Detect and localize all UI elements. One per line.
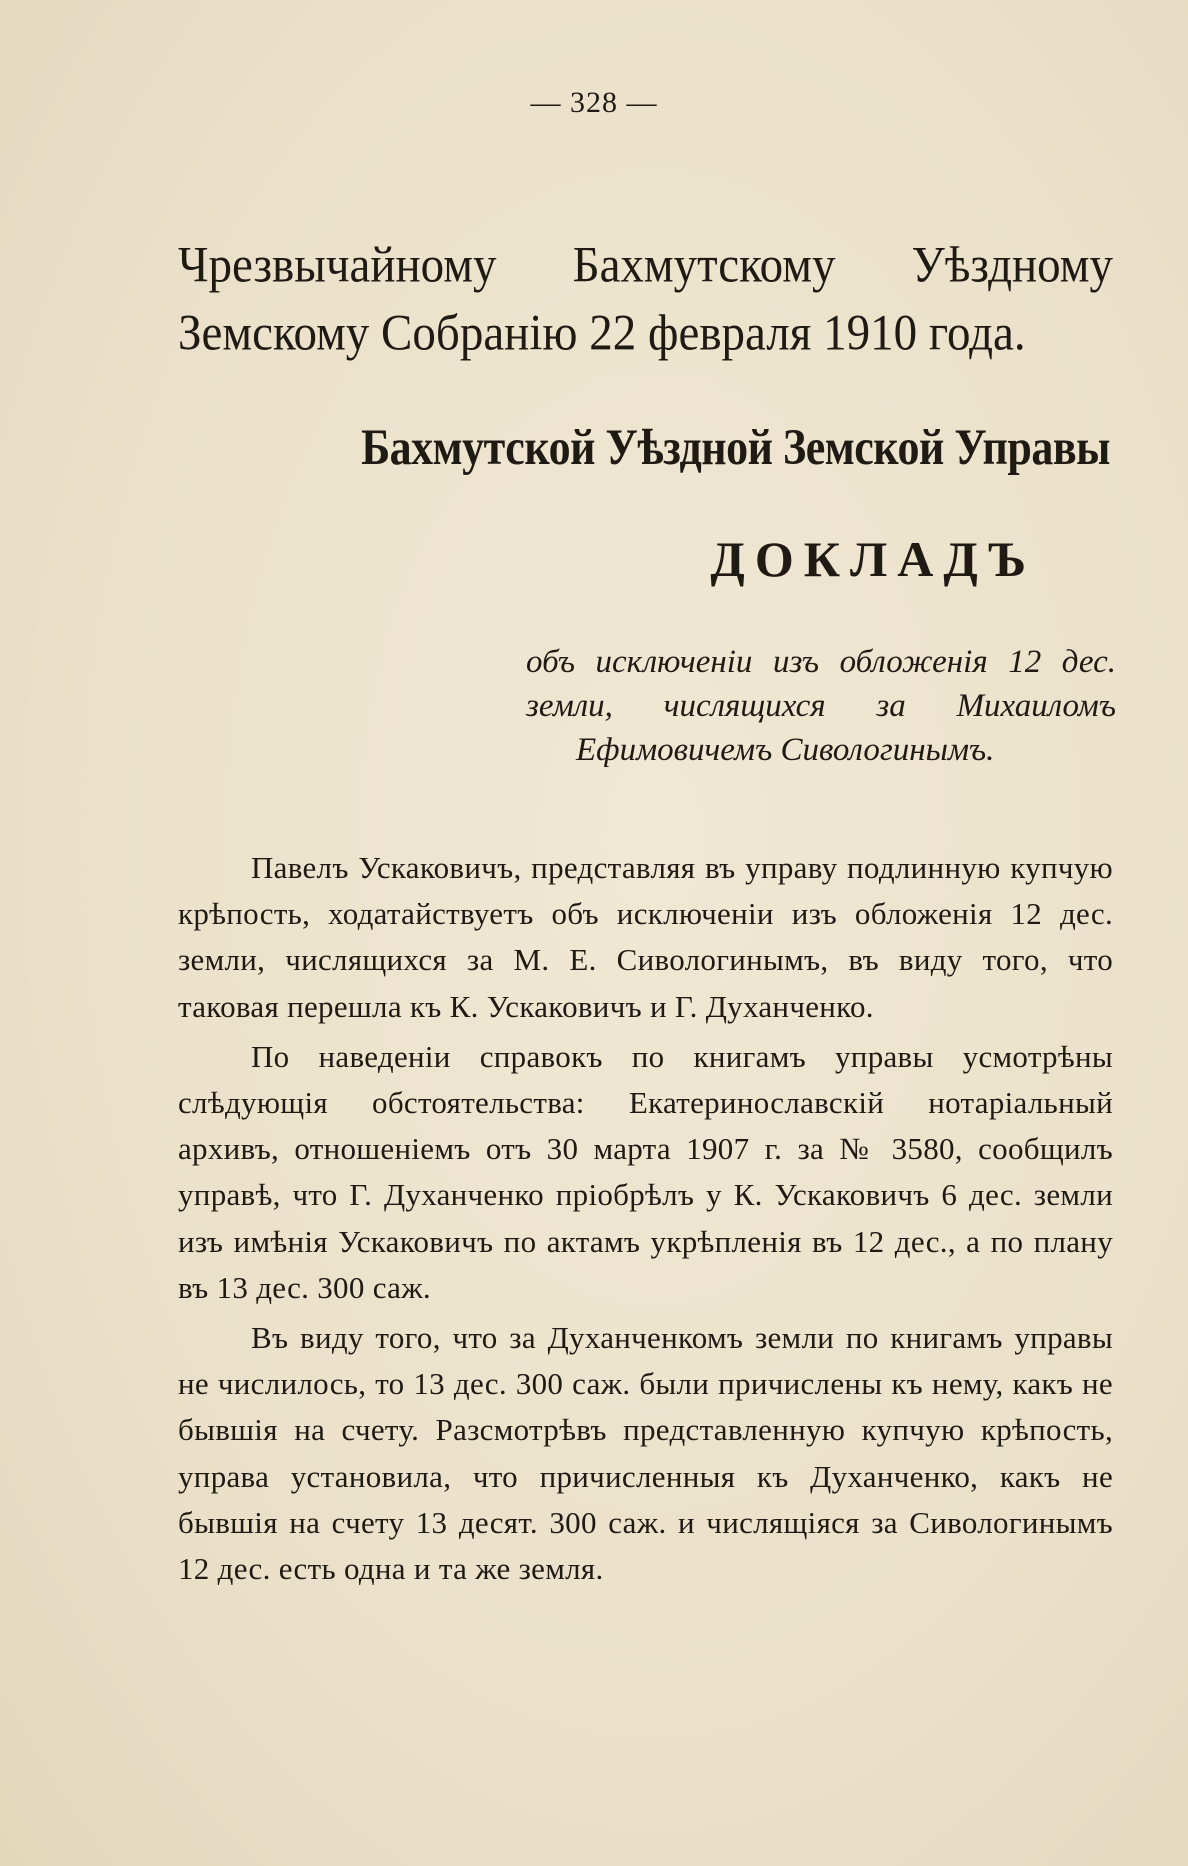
document-type: ДОКЛАДЪ	[710, 531, 1036, 587]
report-body	[178, 845, 1113, 1592]
paragraph-2: По наведеніи справокъ по книгамъ управы усмотрѣны слѣдующія обстоятельства: Екатеринославскій нотаріальный архивъ, отношеніемъ отъ 30 марта 1907 г. за № 3580, сообщилъ управѣ, что Г. Духанченко пріобрѣлъ у К. Ускаковичъ 6 дес. земли изъ имѣнія Ускаковичъ по актамъ укрѣпленія въ 12 дес., а по плану въ 13 дес. 300 саж.	[178, 1038, 1113, 1305]
paragraph-1: Павелъ Ускаковичъ, представляя въ управу подлинную купчую крѣпость, ходатайствуетъ объ исключеніи изъ обложенія 12 дес. земли, числящихся за М. Е. Сивологинымъ, въ виду того, что таковая перешла къ К. Ускаковичъ и Г. Духанченко.	[178, 850, 1113, 1024]
page-number: — 328 —	[530, 86, 658, 119]
paragraph-3: Въ виду того, что за Духанченкомъ земли по книгамъ управы не числилось, то 13 дес. 300 саж. были причислены къ нему, какъ не бывшія на счету. Разсмотрѣвъ представленную купчую крѣпость, управа установила, что причисленныя къ Духанченко, какъ не бывшія на счету 13 десят. 300 саж. и числящіяся за Сивологинымъ 12 дес. есть одна и та же земля.	[178, 1320, 1113, 1587]
subject-line-1: объ исключеніи изъ обложенія 12 дес.	[526, 644, 1116, 680]
report-subject	[526, 640, 1116, 772]
assembly-heading: Чрезвычайному Бахмутскому Уѣздному Земскому Собранію 22 февраля 1910 года.	[178, 237, 1113, 362]
board-name: Бахмутской Уѣздной Земской Управы	[361, 419, 1110, 476]
subject-line-2: земли, числящихся за Михаиломъ	[526, 688, 1116, 724]
subject-line-3: Ефимовичемъ Сивологинымъ.	[576, 732, 995, 768]
